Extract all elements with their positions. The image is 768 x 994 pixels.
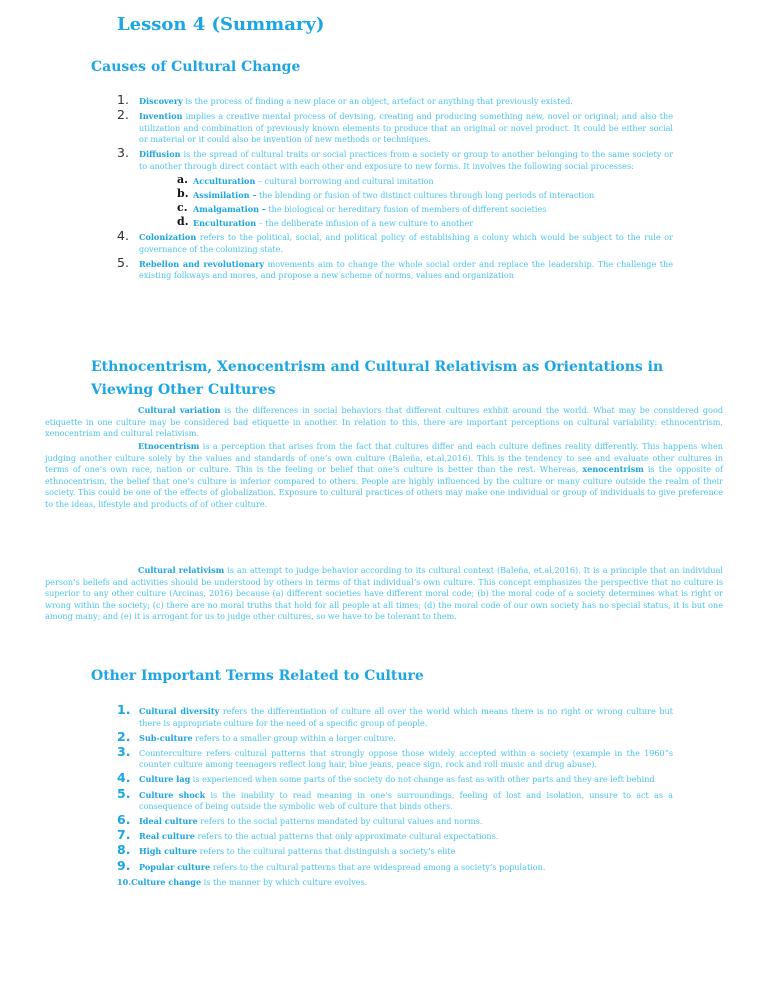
- sub-list-item: [177, 173, 673, 188]
- list-item: [117, 812, 673, 828]
- definition: is the spread of cultural traits or social practices from a society or group to another belonging to the same society or to another through direct contact with each other and exposure to new forms. It involves the following social processes:: [139, 149, 673, 171]
- term: High culture: [139, 846, 198, 857]
- term: Culture lag: [139, 774, 191, 785]
- list-item: [117, 228, 673, 255]
- list-item: [117, 145, 673, 172]
- section-heading-causes: Causes of Cultural Change: [91, 59, 301, 75]
- definition: the biological or hereditary fusion of members of different societies: [265, 204, 547, 215]
- list-item: [117, 785, 673, 813]
- term: Cultural relativism: [138, 565, 225, 575]
- definition: implies a creative mental process of devising, creating and producing something new, novel or original; and also the utilization and combination of previously known elements to produce that an original or novel product. It could be either social or material or it could also be invention of new methods or techniques.: [139, 111, 673, 145]
- term: Invention: [139, 111, 183, 122]
- term: Cultural variation: [138, 405, 221, 415]
- term: Sub-culture: [139, 732, 193, 743]
- list-item: [117, 728, 673, 745]
- term: Culture shock: [139, 789, 206, 800]
- item-letter: d.: [177, 215, 189, 229]
- term: Discovery: [139, 96, 183, 106]
- paragraph-cultural-relativism: [45, 565, 723, 623]
- item-letter: c.: [177, 201, 188, 215]
- item-number: 8.: [117, 842, 131, 858]
- definition: is the inability to read meaning in one’s surroundings, feeling of lost and isolation, unsure to act as a consequence of being outside the symbolic web of culture that binds others.: [139, 789, 673, 812]
- terms-list: [117, 702, 673, 892]
- definition: refers to the actual patterns that only approximate cultural expectations.: [194, 831, 499, 842]
- item-number: 6.: [117, 812, 131, 828]
- term: Popular culture: [139, 861, 211, 872]
- term: Enculturation: [193, 218, 257, 229]
- term: Rebellon and revolutionary: [139, 258, 265, 269]
- list-item: [117, 107, 673, 146]
- causes-list: [117, 92, 673, 285]
- term: Amalgamation –: [193, 204, 266, 215]
- paragraph-cultural-variation: [45, 405, 723, 440]
- definition: refers the differentiation of culture all over the world which means there is no right or wrong culture but there is appropriate culture for the need of a specific group of people.: [139, 706, 673, 728]
- definition: refers to the social patterns mandated by cultural values and norms.: [197, 816, 483, 827]
- list-item: [117, 92, 673, 108]
- list-item: [117, 743, 673, 771]
- item-number: 7.: [117, 827, 131, 843]
- definition: refers to the cultural patterns that distinguish a society’s elite: [197, 846, 456, 857]
- item-number: 1.: [117, 92, 129, 107]
- term: Colonization: [139, 232, 197, 242]
- paragraph-text: is the differences in social behaviors that different cultures exhbit around the world. What may be considered good etiquette in one culture may be considered bad etiquette in another. In relation to this, there are important perceptions on cultural variability: ethnocentrism, xenocentrism and cultural relativism.: [45, 405, 723, 439]
- definition: movements aim to change the whole social order and replace the leadership. The challenge the existing folkways and mores, and propose a new scheme of norms, values and organization: [139, 258, 673, 281]
- list-item: [117, 857, 673, 874]
- term: Cultural diversity: [139, 706, 220, 716]
- item-number: 2.: [117, 107, 129, 123]
- definition: is the process of finding a new place or an object, artefact or anything that previously existed.: [182, 96, 573, 106]
- definition: refers to a smaller group within a larger culture.: [192, 732, 396, 743]
- item-letter: a.: [177, 173, 188, 187]
- item-number: 2.: [117, 728, 131, 744]
- item-number: 4.: [117, 770, 131, 786]
- term: Real culture: [139, 831, 195, 842]
- term: Diffusion: [139, 149, 181, 160]
- definition: refers to the cultural patterns that are widespread among a society’s population.: [210, 861, 546, 872]
- definition: the blending or fusion of two distinct cultures through long periods of interaction: [256, 190, 595, 201]
- list-item: [117, 702, 673, 729]
- list-item: [117, 827, 673, 843]
- paragraph-text: is the opposite of ethnocentrism, the belief that one’s culture is inferior compared to others. People are highly influenced by the culture or many culture outside the realm of their society. This could be one of the effects of globalization. Exposure to cultural practices of others may make one individual or group of individuals to give preference to the ideas, lifestyle and products of of other culture.: [45, 464, 723, 509]
- term: Acculturation: [193, 176, 256, 187]
- item-number: 5.: [117, 254, 129, 270]
- definition: Counterculture refers cultural patterns that strongly oppose those widely accepted within a society (example in the 1960”s counter culture among teenagers reflect long hair, blue jeans, peace sign, rock and roll music and drug abuse).: [139, 747, 673, 770]
- paragraph-text: is a perception that arises from the fact that cultures differ and each culture defines reality differently. This happens when judging another culture solely by the values and standards of one’s own culture (Baleña, et.al,2016). This is the tendency to see and evaluate other cultures in terms of one’s own race, nation or culture. This is the feeling or belief that one’s culture is better than the rest. Whereas,: [45, 441, 723, 475]
- term: xenocentrism: [582, 464, 644, 475]
- definition: – the deliberate infusion of a new culture to another: [256, 218, 474, 229]
- definition: is experienced when some parts of the society do not change as fast as with other parts and they are left behind: [190, 774, 655, 785]
- list-item: [117, 877, 673, 889]
- list-item: [117, 254, 673, 282]
- item-number: 3.: [117, 145, 129, 161]
- item-number: 1.: [117, 702, 131, 717]
- definition: is the manner by which culture evolves.: [201, 876, 368, 887]
- sub-list-item: [177, 201, 673, 216]
- list-item: [117, 770, 673, 786]
- term: Culture change: [131, 876, 202, 887]
- item-number: 9.: [117, 857, 131, 873]
- list-item: [117, 842, 673, 858]
- item-letter: b.: [177, 187, 189, 201]
- page-title: Lesson 4 (Summary): [117, 14, 325, 35]
- item-number: 4.: [117, 228, 129, 243]
- term: Assimilation –: [193, 190, 257, 201]
- item-number: 5.: [117, 785, 131, 801]
- sub-list-item: [177, 187, 673, 202]
- definition: refers to the political, social, and political policy of establishing a colony which would be subject to the rule or governance of the colonizing state.: [139, 232, 673, 254]
- item-number: 10.: [117, 876, 132, 887]
- definition: – cultural borrowing and cultural imitation: [255, 176, 434, 187]
- section-heading-other-terms: Other Important Terms Related to Culture: [91, 668, 424, 684]
- sub-list-item: [177, 215, 673, 230]
- section-heading-orientations: Ethnocentrism, Xenocentrism and Cultural Relativism as Orientations in Viewing Other Cultures: [91, 359, 664, 398]
- item-number: 3.: [117, 743, 131, 759]
- paragraph-ethnocentrism: [45, 441, 723, 511]
- paragraph-text: is an attempt to judge behavior according to its cultural context (Baleña, et.al,2016). It is a principle that an individual person’s beliefs and activities should be understood by others in terms of that individual’s own culture. This concept emphasizes the perspective that no culture is superior to any other culture (Arcinas, 2016) because (a) different societies have different moral code; (b) the moral code of a society determines what is right or wrong within the society; (c) there are no moral truths that hold for all people at all times; (d) the moral code of our own society has no special status, it is but one among many; and (e) it is arrogant for us to judge other cultures, so we have to be tolerant to them.: [45, 565, 723, 622]
- term: Etnocentrism: [138, 441, 200, 451]
- term: Ideal culture: [139, 816, 198, 827]
